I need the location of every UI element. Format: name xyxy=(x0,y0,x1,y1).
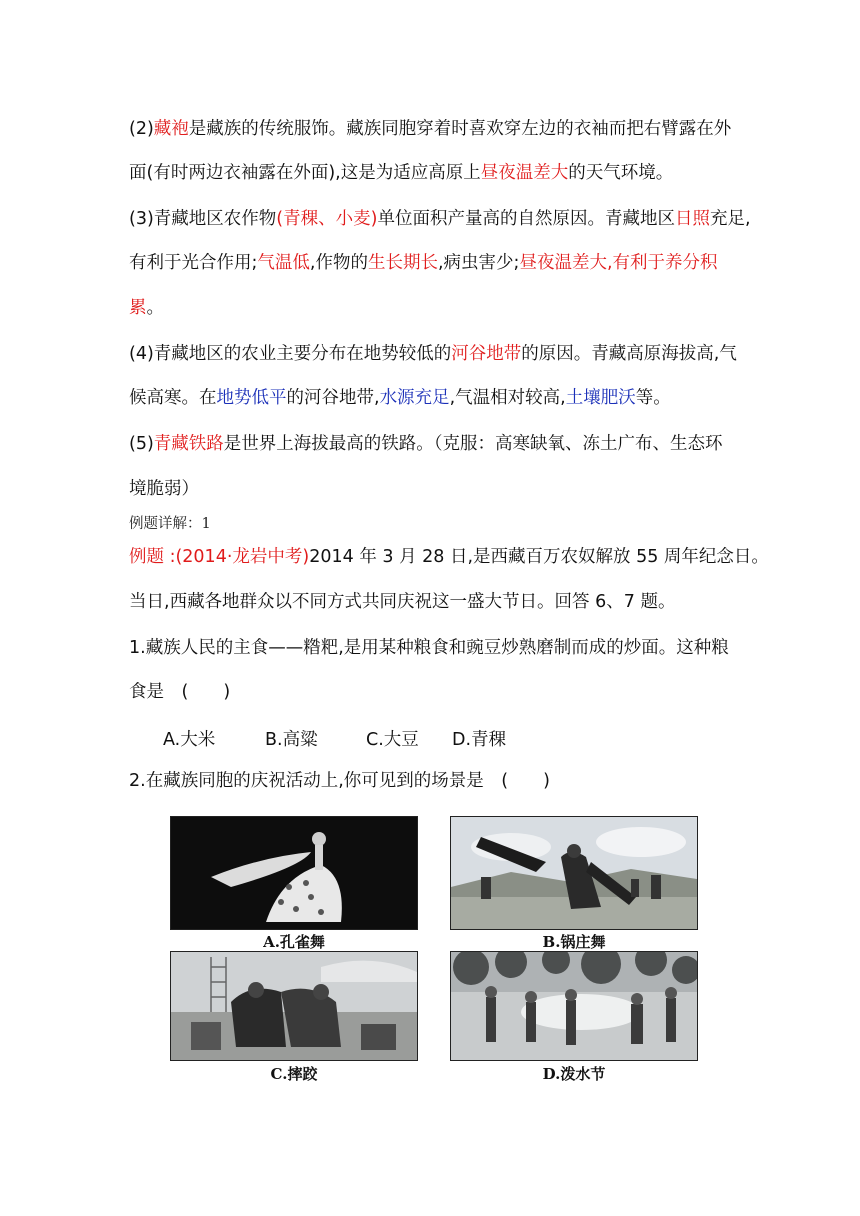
photo-water-festival xyxy=(450,951,698,1061)
paragraph-3-line-3 xyxy=(129,297,164,319)
photo-peacock-dance xyxy=(170,816,418,930)
paragraph-4-line-1 xyxy=(129,343,737,365)
question-1-line-2: 食是 ( ) xyxy=(129,682,231,702)
question-1-line-1: 1.藏族人民的主食——糌粑,是用某种粮食和豌豆炒熟磨制而成的炒面。这种粮 xyxy=(129,638,729,658)
paragraph-text: 是藏族的传统服饰。藏族同胞穿着时喜欢穿左边的衣袖而把右臂露在外 xyxy=(188,119,732,139)
highlight-term: 河谷地带 xyxy=(451,344,522,364)
paragraph-text: 的天气环境。 xyxy=(568,163,674,183)
option-b: B.高粱 xyxy=(265,730,318,750)
wrestling-image xyxy=(171,952,417,1060)
paragraph-text: ,作物的 xyxy=(309,253,368,273)
question-2-line-1: 2.在藏族同胞的庆祝活动上,你可见到的场景是 ( ) xyxy=(129,771,550,791)
paragraph-text: 单位面积产量高的自然原因。青藏地区 xyxy=(377,209,675,229)
paragraph-text: 是世界上海拔最高的铁路。（克服：高寒缺氧、冻土广布、生态环 xyxy=(223,434,723,454)
highlight-term: 昼夜温差大,有利于养分积 xyxy=(519,253,718,273)
highlight-term: 青藏铁路 xyxy=(153,434,224,454)
paragraph-2-line-2 xyxy=(129,162,673,184)
photo-guozhuang-dance xyxy=(450,816,698,930)
paragraph-text: 候高寒。在 xyxy=(129,388,217,408)
paragraph-text: ,气温相对较高, xyxy=(449,388,566,408)
paragraph-text: 等。 xyxy=(635,388,671,408)
guozhuang-dancers-image xyxy=(451,817,697,929)
paragraph-text: 面(有时两边衣袖露在外面),这是为适应高原上 xyxy=(129,163,481,183)
peacock-dancer-image xyxy=(171,817,417,929)
paragraph-5-line-1 xyxy=(129,433,723,455)
option-c: C.大豆 xyxy=(366,730,419,750)
paragraph-number: (5) xyxy=(129,434,154,454)
caption-a: A.孔雀舞 xyxy=(263,933,325,951)
highlight-term: 累 xyxy=(129,298,147,318)
paragraph-text: 的原因。青藏高原海拔高,气 xyxy=(521,344,737,364)
caption-d: D.泼水节 xyxy=(542,1065,606,1083)
example-text: 2014 年 3 月 28 日,是西藏百万农奴解放 55 周年纪念日。 xyxy=(309,547,769,567)
paragraph-number: (2) xyxy=(129,119,154,139)
option-d: D.青稞 xyxy=(452,730,507,750)
water-festival-image xyxy=(451,952,697,1060)
paragraph-text: 的河谷地带, xyxy=(286,388,380,408)
option-a: A.大米 xyxy=(163,730,216,750)
photo-wrestling xyxy=(170,951,418,1061)
paragraph-5-line-2 xyxy=(129,478,199,500)
highlight-term: (青稞、小麦) xyxy=(276,209,378,229)
caption-c: C.摔跤 xyxy=(270,1065,318,1083)
paragraph-4-line-2 xyxy=(129,387,671,409)
highlight-term: 气温低 xyxy=(257,253,310,273)
example-label: 例题 :(2014·龙岩中考) xyxy=(129,547,310,567)
paragraph-text: (3)青藏地区农作物 xyxy=(129,209,277,229)
paragraph-text: ,病虫害少; xyxy=(437,253,520,273)
paragraph-text: (4)青藏地区的农业主要分布在地势较低的 xyxy=(129,344,452,364)
example-line-2: 当日,西藏各地群众以不同方式共同庆祝这一盛大节日。回答 6、7 题。 xyxy=(129,592,676,612)
highlight-term: 生长期长 xyxy=(367,253,438,273)
paragraph-text: 有利于光合作用; xyxy=(129,253,258,273)
paragraph-text: 充足, xyxy=(709,209,751,229)
paragraph-3-line-1 xyxy=(129,208,751,230)
paragraph-2-line-1 xyxy=(129,118,731,140)
example-line-1 xyxy=(129,546,769,568)
example-heading: 例题详解：1 xyxy=(129,516,211,532)
paragraph-text: 。 xyxy=(146,298,164,318)
highlight-term: 地势低平 xyxy=(216,388,287,408)
highlight-term: 土壤肥沃 xyxy=(565,388,636,408)
caption-b: B.锅庄舞 xyxy=(542,933,606,951)
highlight-term: 水源充足 xyxy=(379,388,450,408)
paragraph-text: 境脆弱） xyxy=(129,479,199,499)
highlight-term: 藏袍 xyxy=(153,119,189,139)
highlight-term: 昼夜温差大 xyxy=(480,163,569,183)
paragraph-3-line-2 xyxy=(129,252,718,274)
highlight-term: 日照 xyxy=(674,209,710,229)
